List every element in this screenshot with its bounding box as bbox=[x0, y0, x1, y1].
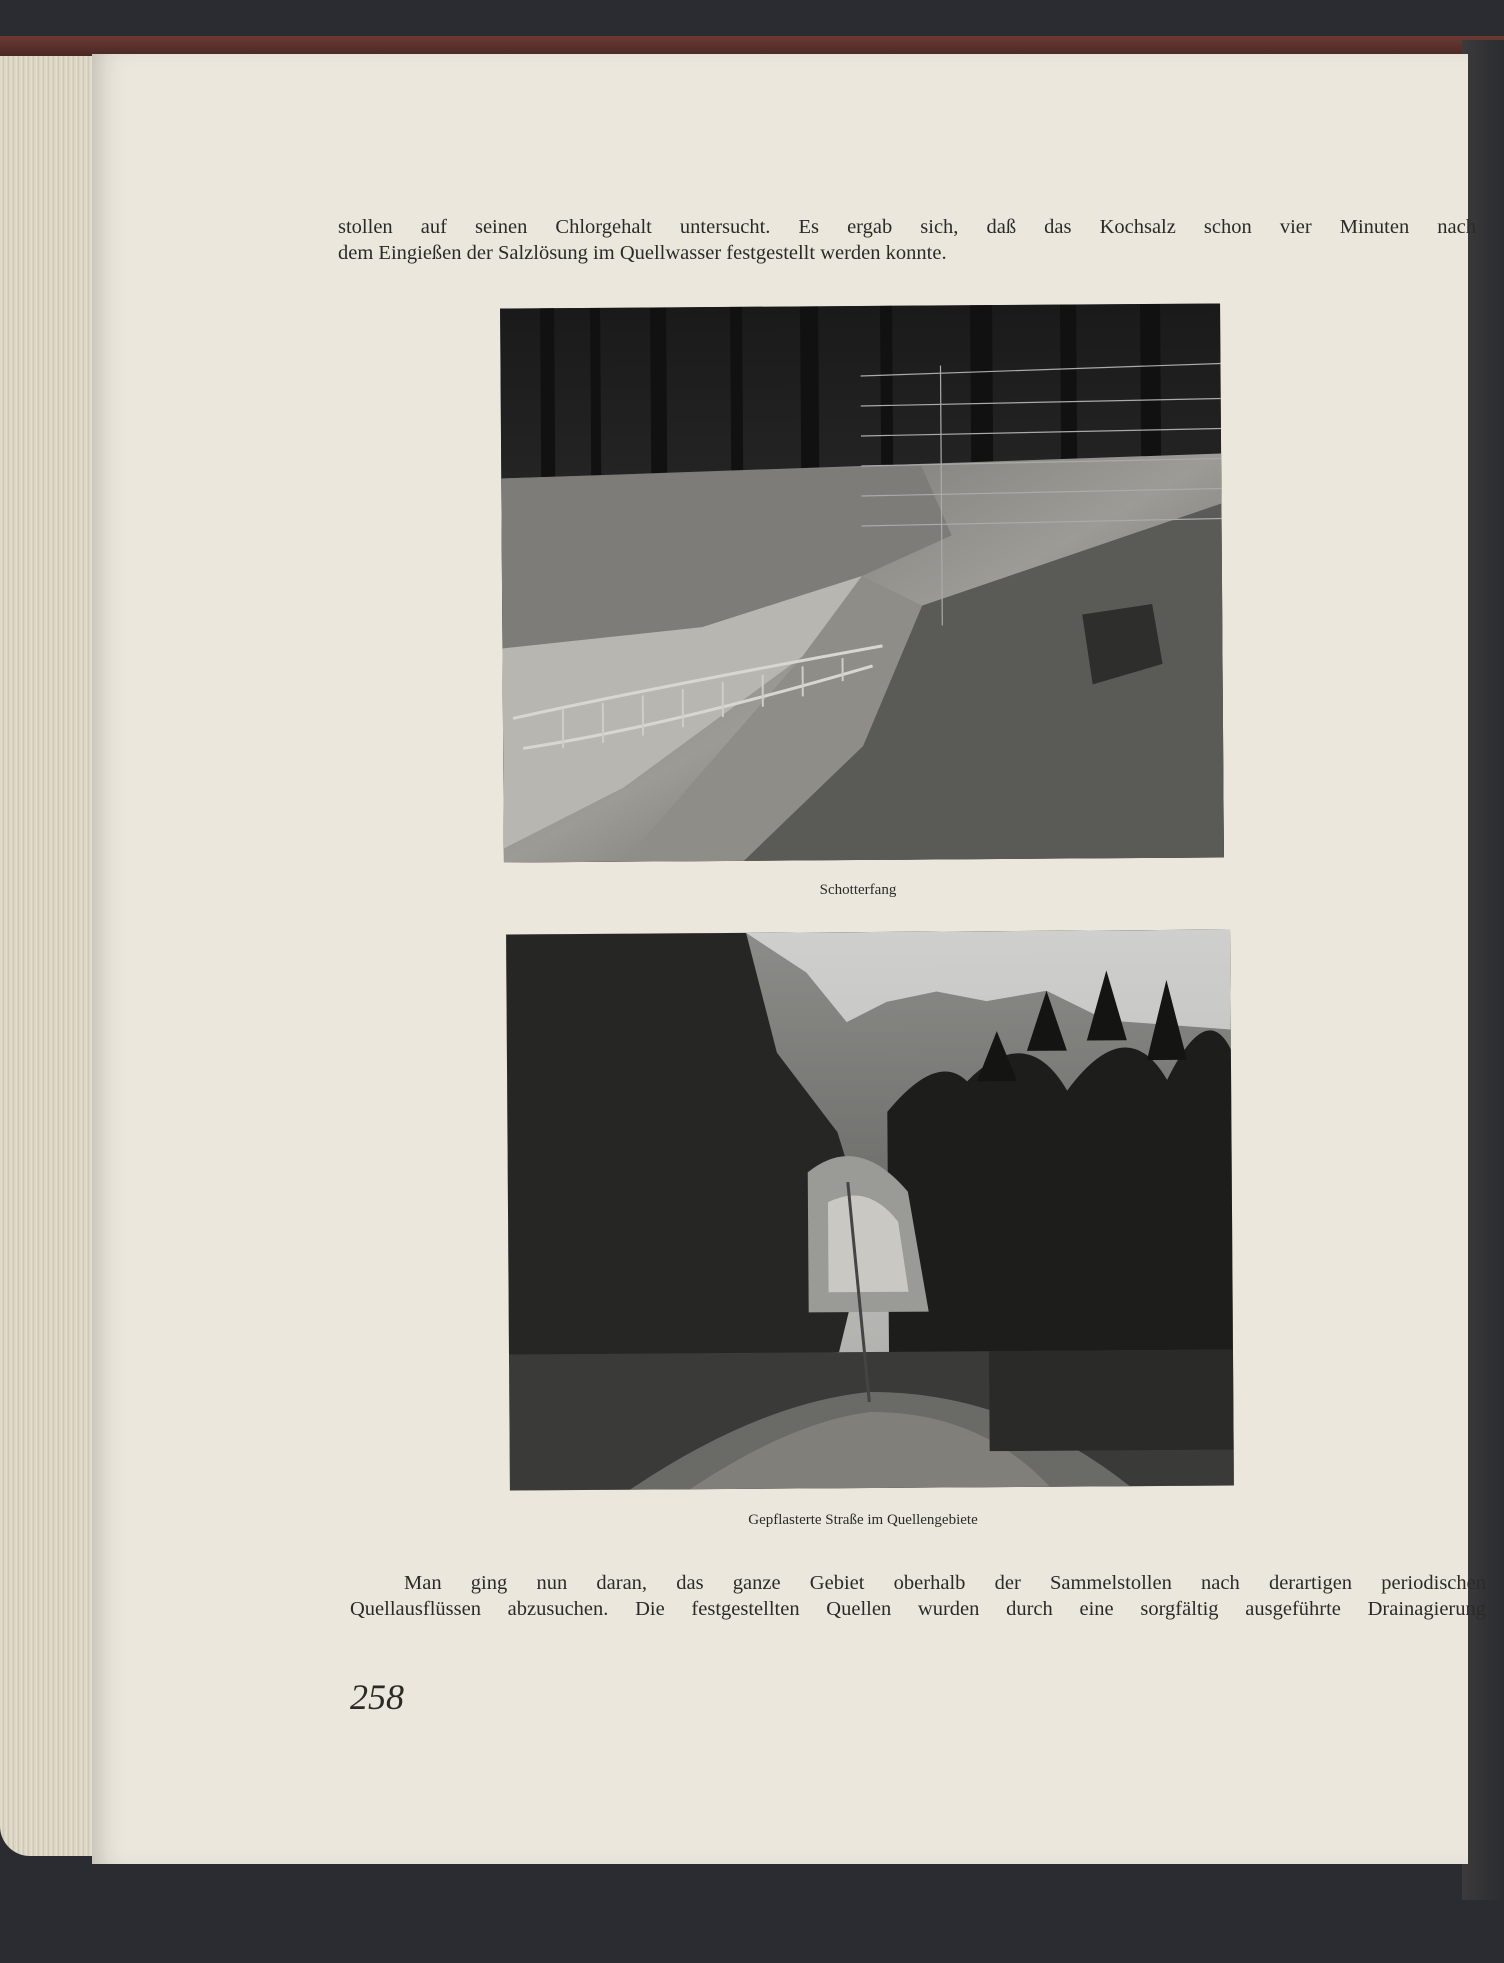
paragraph-top-line1: stollen auf seinen Chlorgehalt untersucht. Es ergab sich, daß das Kochsalz schon vier Minuten nach bbox=[338, 216, 1476, 238]
figure-strasse-caption: Gepflasterte Straße im Quellengebiete bbox=[748, 1512, 978, 1528]
paragraph-bottom-line1: Man ging nun daran, das ganze Gebiet oberhalb der Sammelstollen nach derartigen periodischen bbox=[404, 1572, 1486, 1594]
paragraph-bottom-line2: Quellausflüssen abzusuchen. Die festgestellten Quellen wurden durch eine sorgfältig ausgeführte Drainagierung bbox=[350, 1598, 1486, 1620]
page-edges bbox=[0, 56, 100, 1856]
paragraph-top-line2: dem Eingießen der Salzlösung im Quellwasser festgestellt werden konnte. bbox=[338, 242, 947, 264]
book-cover-top bbox=[0, 36, 1504, 56]
page-number: 258 bbox=[350, 1677, 404, 1717]
figure-schotterfang-caption: Schotterfang bbox=[819, 882, 897, 898]
figure-schotterfang-photo bbox=[500, 303, 1224, 862]
figure-strasse-photo bbox=[506, 929, 1234, 1490]
book-page bbox=[92, 54, 1486, 1864]
